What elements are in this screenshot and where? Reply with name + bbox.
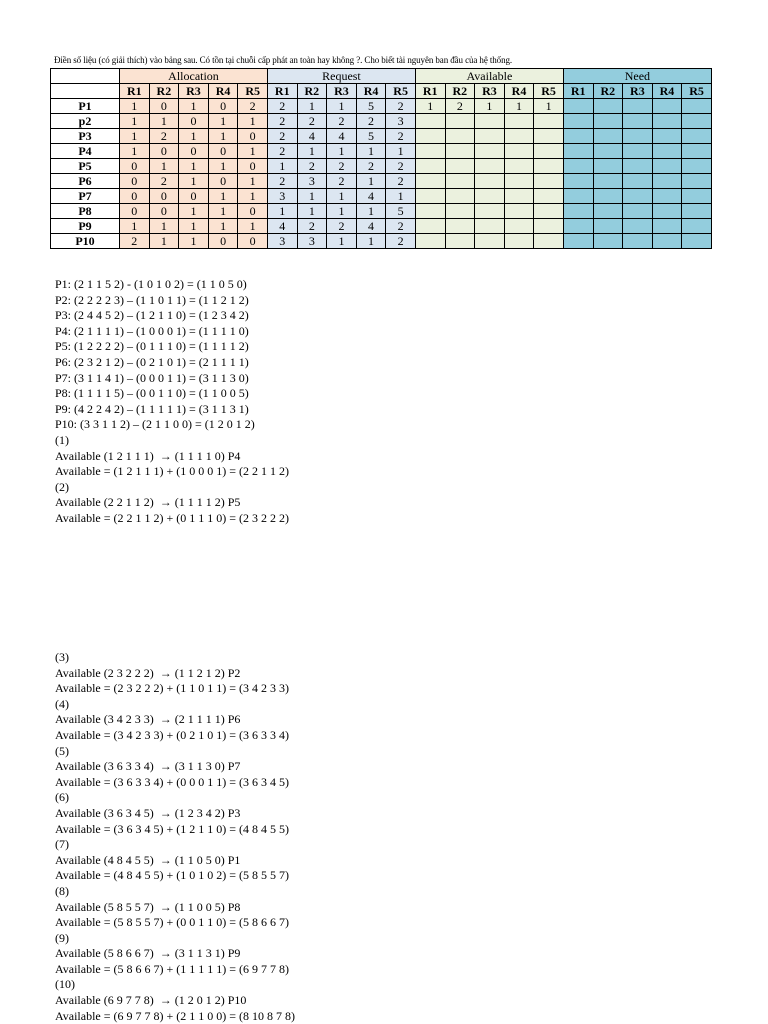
allocation-cell: 1 bbox=[238, 174, 268, 189]
group-header-row bbox=[51, 69, 712, 84]
table-row bbox=[51, 219, 712, 234]
process-cell: P4 bbox=[51, 144, 120, 159]
available-cell bbox=[475, 189, 505, 204]
allocation-cell: 0 bbox=[179, 189, 209, 204]
request-cell: 1 bbox=[327, 234, 357, 249]
available-cell bbox=[475, 144, 505, 159]
allocation-cell: 0 bbox=[238, 204, 268, 219]
allocation-cell: 1 bbox=[208, 129, 238, 144]
available-cell bbox=[504, 114, 534, 129]
available-r3-header: R3 bbox=[475, 84, 505, 99]
request-cell: 5 bbox=[356, 99, 386, 114]
allocation-cell: 0 bbox=[120, 159, 150, 174]
allocation-cell: 1 bbox=[120, 99, 150, 114]
available-cell bbox=[504, 189, 534, 204]
table-row bbox=[51, 144, 712, 159]
available-cell bbox=[475, 204, 505, 219]
need-cell bbox=[593, 219, 623, 234]
available-cell bbox=[504, 174, 534, 189]
allocation-cell: 1 bbox=[208, 204, 238, 219]
request-cell: 1 bbox=[327, 99, 357, 114]
table-row bbox=[51, 129, 712, 144]
available-cell bbox=[475, 174, 505, 189]
table-row bbox=[51, 234, 712, 249]
need-cell bbox=[682, 189, 712, 204]
step-grant-line: Available (1 2 1 1 1) → (1 1 1 1 0) P4 bbox=[55, 448, 241, 463]
request-cell: 2 bbox=[327, 159, 357, 174]
need-cell bbox=[652, 189, 682, 204]
available-cell: 1 bbox=[475, 99, 505, 114]
allocation-cell: 1 bbox=[208, 189, 238, 204]
need-cell bbox=[682, 99, 712, 114]
need-cell bbox=[682, 204, 712, 219]
allocation-cell: 0 bbox=[208, 144, 238, 159]
request-r1-header: R1 bbox=[267, 84, 297, 99]
table-row bbox=[51, 99, 712, 114]
need-cell bbox=[623, 189, 653, 204]
request-cell: 4 bbox=[297, 129, 327, 144]
request-cell: 2 bbox=[386, 234, 416, 249]
request-cell: 2 bbox=[267, 144, 297, 159]
request-cell: 2 bbox=[297, 159, 327, 174]
need-r3-header: R3 bbox=[623, 84, 653, 99]
available-cell bbox=[504, 144, 534, 159]
request-cell: 1 bbox=[267, 159, 297, 174]
safe-sequence-steps-part1 bbox=[55, 433, 289, 527]
allocation-r4-header: R4 bbox=[208, 84, 238, 99]
need-line: P3: (2 4 4 5 2) – (1 2 1 1 0) = (1 2 3 4 2) bbox=[55, 308, 249, 323]
allocation-cell: 0 bbox=[149, 144, 179, 159]
allocation-cell: 1 bbox=[208, 114, 238, 129]
need-line: P5: (1 2 2 2 2) – (0 1 1 1 0) = (1 1 1 1 2) bbox=[55, 339, 249, 354]
available-cell bbox=[445, 189, 475, 204]
available-cell bbox=[504, 129, 534, 144]
request-cell: 1 bbox=[297, 204, 327, 219]
available-cell bbox=[475, 234, 505, 249]
step-number: (2) bbox=[55, 479, 69, 494]
available-cell bbox=[415, 174, 445, 189]
step-available-line: Available = (4 8 4 5 5) + (1 0 1 0 2) = (5 8 5 5 7) bbox=[55, 868, 290, 883]
available-cell bbox=[534, 174, 564, 189]
need-cell bbox=[623, 114, 653, 129]
need-line: P2: (2 2 2 2 3) – (1 1 0 1 1) = (1 1 2 1 2) bbox=[55, 292, 249, 307]
request-cell: 2 bbox=[356, 114, 386, 129]
allocation-cell: 2 bbox=[238, 99, 268, 114]
need-cell bbox=[682, 144, 712, 159]
allocation-cell: 0 bbox=[120, 189, 150, 204]
step-number: (10) bbox=[55, 977, 75, 992]
need-cell bbox=[623, 129, 653, 144]
step-available-line: Available = (5 8 6 6 7) + (1 1 1 1 1) = (6 9 7 7 8) bbox=[55, 961, 290, 976]
request-r4-header: R4 bbox=[356, 84, 386, 99]
available-r2-header: R2 bbox=[445, 84, 475, 99]
process-cell: P7 bbox=[51, 189, 120, 204]
allocation-cell: 0 bbox=[149, 189, 179, 204]
request-cell: 2 bbox=[327, 174, 357, 189]
allocation-cell: 1 bbox=[149, 159, 179, 174]
step-grant-line: Available (3 6 3 3 4) → (3 1 1 3 0) P7 bbox=[55, 759, 241, 774]
request-cell: 2 bbox=[386, 219, 416, 234]
need-cell bbox=[652, 144, 682, 159]
allocation-header: Allocation bbox=[120, 69, 268, 84]
available-cell bbox=[415, 189, 445, 204]
step-grant-line: Available (3 6 3 4 5) → (1 2 3 4 2) P3 bbox=[55, 805, 241, 820]
request-cell: 2 bbox=[327, 114, 357, 129]
need-r1-header: R1 bbox=[563, 84, 593, 99]
allocation-cell: 1 bbox=[120, 219, 150, 234]
request-cell: 2 bbox=[297, 219, 327, 234]
allocation-cell: 1 bbox=[179, 234, 209, 249]
allocation-cell: 2 bbox=[149, 129, 179, 144]
available-cell bbox=[445, 234, 475, 249]
corner-cell bbox=[51, 69, 120, 84]
request-cell: 4 bbox=[327, 129, 357, 144]
request-cell: 1 bbox=[327, 189, 357, 204]
step-available-line: Available = (3 6 3 3 4) + (0 0 0 1 1) = (3 6 3 4 5) bbox=[55, 774, 290, 789]
allocation-cell: 1 bbox=[149, 219, 179, 234]
request-cell: 1 bbox=[297, 99, 327, 114]
available-header: Available bbox=[415, 69, 563, 84]
need-cell bbox=[682, 159, 712, 174]
process-cell: P3 bbox=[51, 129, 120, 144]
step-grant-line: Available (6 9 7 7 8) → (1 2 0 1 2) P10 bbox=[55, 993, 247, 1008]
request-cell: 4 bbox=[356, 189, 386, 204]
need-cell bbox=[563, 219, 593, 234]
allocation-cell: 0 bbox=[208, 99, 238, 114]
need-cell bbox=[593, 99, 623, 114]
instruction-text: Điền số liệu (có giải thích) vào bảng sau. Có tồn tại chuỗi cấp phát an toàn hay không ?. Cho biết tài nguyên ban đầu của hệ thống. bbox=[54, 55, 513, 65]
available-r1-header: R1 bbox=[415, 84, 445, 99]
need-cell bbox=[563, 144, 593, 159]
allocation-cell: 1 bbox=[179, 159, 209, 174]
need-cell bbox=[682, 234, 712, 249]
need-cell bbox=[652, 99, 682, 114]
request-cell: 2 bbox=[267, 99, 297, 114]
request-cell: 2 bbox=[386, 174, 416, 189]
request-cell: 5 bbox=[356, 129, 386, 144]
need-cell bbox=[623, 99, 653, 114]
step-number: (8) bbox=[55, 883, 69, 898]
available-cell bbox=[534, 114, 564, 129]
safe-sequence-steps-part2 bbox=[55, 650, 295, 1024]
available-cell: 1 bbox=[415, 99, 445, 114]
available-cell bbox=[534, 204, 564, 219]
available-cell bbox=[445, 144, 475, 159]
request-cell: 2 bbox=[386, 159, 416, 174]
process-cell: P6 bbox=[51, 174, 120, 189]
request-cell: 4 bbox=[267, 219, 297, 234]
available-r5-header: R5 bbox=[534, 84, 564, 99]
allocation-cell: 0 bbox=[238, 234, 268, 249]
allocation-r3-header: R3 bbox=[179, 84, 209, 99]
need-cell bbox=[623, 234, 653, 249]
need-cell bbox=[623, 204, 653, 219]
need-cell bbox=[563, 159, 593, 174]
allocation-cell: 1 bbox=[179, 219, 209, 234]
allocation-cell: 0 bbox=[238, 159, 268, 174]
allocation-cell: 0 bbox=[179, 144, 209, 159]
need-line: P10: (3 3 1 1 2) – (2 1 1 0 0) = (1 2 0 1 2) bbox=[55, 417, 255, 432]
need-cell bbox=[563, 189, 593, 204]
process-cell: P9 bbox=[51, 219, 120, 234]
need-cell bbox=[652, 204, 682, 219]
available-r4-header: R4 bbox=[504, 84, 534, 99]
available-cell bbox=[445, 174, 475, 189]
step-grant-line: Available (5 8 6 6 7) → (3 1 1 3 1) P9 bbox=[55, 946, 241, 961]
need-line: P6: (2 3 2 1 2) – (0 2 1 0 1) = (2 1 1 1 1) bbox=[55, 354, 249, 369]
allocation-cell: 1 bbox=[208, 219, 238, 234]
step-available-line: Available = (2 3 2 2 2) + (1 1 0 1 1) = (3 4 2 3 3) bbox=[55, 681, 290, 696]
process-cell: P1 bbox=[51, 99, 120, 114]
request-cell: 1 bbox=[386, 189, 416, 204]
available-cell bbox=[445, 114, 475, 129]
available-cell bbox=[415, 204, 445, 219]
need-cell bbox=[623, 144, 653, 159]
allocation-cell: 1 bbox=[120, 129, 150, 144]
need-cell bbox=[563, 114, 593, 129]
need-r2-header: R2 bbox=[593, 84, 623, 99]
step-available-line: Available = (1 2 1 1 1) + (1 0 0 0 1) = (2 2 1 1 2) bbox=[55, 464, 290, 479]
step-grant-line: Available (4 8 4 5 5) → (1 1 0 5 0) P1 bbox=[55, 852, 241, 867]
allocation-r2-header: R2 bbox=[149, 84, 179, 99]
request-cell: 2 bbox=[386, 129, 416, 144]
request-r5-header: R5 bbox=[386, 84, 416, 99]
allocation-cell: 1 bbox=[179, 204, 209, 219]
available-cell bbox=[445, 159, 475, 174]
available-cell bbox=[445, 204, 475, 219]
need-cell bbox=[563, 99, 593, 114]
available-cell bbox=[415, 234, 445, 249]
allocation-cell: 0 bbox=[179, 114, 209, 129]
allocation-cell: 1 bbox=[238, 144, 268, 159]
need-line: P1: (2 1 1 5 2) - (1 0 1 0 2) = (1 1 0 5 0) bbox=[55, 277, 247, 291]
request-cell: 1 bbox=[356, 144, 386, 159]
available-cell bbox=[445, 129, 475, 144]
available-cell bbox=[504, 219, 534, 234]
need-cell bbox=[652, 159, 682, 174]
need-cell bbox=[593, 159, 623, 174]
available-cell bbox=[504, 234, 534, 249]
available-cell bbox=[415, 129, 445, 144]
step-available-line: Available = (2 2 1 1 2) + (0 1 1 1 0) = (2 3 2 2 2) bbox=[55, 510, 290, 525]
need-calculations bbox=[55, 277, 255, 433]
step-grant-line: Available (2 3 2 2 2) → (1 1 2 1 2) P2 bbox=[55, 665, 241, 680]
need-line: P9: (4 2 2 4 2) – (1 1 1 1 1) = (3 1 1 3 1) bbox=[55, 401, 249, 416]
allocation-r5-header: R5 bbox=[238, 84, 268, 99]
step-grant-line: Available (2 2 1 1 2) → (1 1 1 1 2) P5 bbox=[55, 495, 241, 510]
allocation-cell: 2 bbox=[120, 234, 150, 249]
step-number: (3) bbox=[55, 650, 69, 664]
need-cell bbox=[652, 234, 682, 249]
available-cell bbox=[475, 114, 505, 129]
need-cell bbox=[593, 114, 623, 129]
process-cell: P10 bbox=[51, 234, 120, 249]
table-row bbox=[51, 159, 712, 174]
need-cell bbox=[623, 219, 653, 234]
request-cell: 1 bbox=[297, 189, 327, 204]
need-line: P7: (3 1 1 4 1) – (0 0 0 1 1) = (3 1 1 3 0) bbox=[55, 370, 249, 385]
allocation-cell: 0 bbox=[120, 174, 150, 189]
request-cell: 2 bbox=[327, 219, 357, 234]
need-line: P8: (1 1 1 1 5) – (0 0 1 1 0) = (1 1 0 0 5) bbox=[55, 386, 249, 401]
allocation-cell: 0 bbox=[120, 204, 150, 219]
available-cell bbox=[415, 114, 445, 129]
available-cell bbox=[415, 219, 445, 234]
allocation-cell: 0 bbox=[149, 204, 179, 219]
step-number: (9) bbox=[55, 930, 69, 945]
available-cell bbox=[534, 159, 564, 174]
allocation-cell: 1 bbox=[120, 144, 150, 159]
need-cell bbox=[593, 129, 623, 144]
request-cell: 1 bbox=[356, 204, 386, 219]
allocation-cell: 1 bbox=[238, 219, 268, 234]
step-number: (1) bbox=[55, 433, 69, 447]
need-header: Need bbox=[563, 69, 711, 84]
request-r2-header: R2 bbox=[297, 84, 327, 99]
need-cell bbox=[652, 174, 682, 189]
step-number: (6) bbox=[55, 790, 69, 805]
request-cell: 4 bbox=[356, 219, 386, 234]
need-line: P4: (2 1 1 1 1) – (1 0 0 0 1) = (1 1 1 1 0) bbox=[55, 323, 249, 338]
request-cell: 2 bbox=[267, 129, 297, 144]
corner-cell bbox=[51, 84, 120, 99]
step-available-line: Available = (3 4 2 3 3) + (0 2 1 0 1) = (3 6 3 3 4) bbox=[55, 727, 290, 742]
table-row bbox=[51, 189, 712, 204]
available-cell bbox=[475, 159, 505, 174]
need-cell bbox=[563, 234, 593, 249]
available-cell bbox=[445, 219, 475, 234]
request-cell: 3 bbox=[267, 189, 297, 204]
request-cell: 1 bbox=[386, 144, 416, 159]
need-cell bbox=[593, 204, 623, 219]
need-cell bbox=[593, 189, 623, 204]
request-cell: 1 bbox=[267, 204, 297, 219]
need-cell bbox=[623, 159, 653, 174]
request-cell: 1 bbox=[327, 144, 357, 159]
allocation-cell: 1 bbox=[238, 114, 268, 129]
request-cell: 2 bbox=[267, 114, 297, 129]
request-cell: 2 bbox=[267, 174, 297, 189]
request-cell: 3 bbox=[386, 114, 416, 129]
step-number: (5) bbox=[55, 743, 69, 758]
need-cell bbox=[652, 129, 682, 144]
allocation-cell: 0 bbox=[208, 174, 238, 189]
available-cell: 1 bbox=[504, 99, 534, 114]
allocation-cell: 0 bbox=[238, 129, 268, 144]
available-cell bbox=[534, 219, 564, 234]
allocation-cell: 1 bbox=[238, 189, 268, 204]
request-cell: 3 bbox=[267, 234, 297, 249]
need-cell bbox=[593, 234, 623, 249]
allocation-cell: 1 bbox=[179, 99, 209, 114]
available-cell bbox=[534, 144, 564, 159]
allocation-cell: 2 bbox=[149, 174, 179, 189]
step-grant-line: Available (3 4 2 3 3) → (2 1 1 1 1) P6 bbox=[55, 712, 241, 727]
need-cell bbox=[682, 174, 712, 189]
allocation-cell: 1 bbox=[149, 114, 179, 129]
available-cell bbox=[534, 189, 564, 204]
available-cell bbox=[415, 159, 445, 174]
table-row bbox=[51, 114, 712, 129]
request-cell: 3 bbox=[297, 234, 327, 249]
allocation-cell: 1 bbox=[208, 159, 238, 174]
table-row bbox=[51, 174, 712, 189]
need-cell bbox=[682, 219, 712, 234]
need-r4-header: R4 bbox=[652, 84, 682, 99]
request-cell: 1 bbox=[356, 174, 386, 189]
process-cell: P8 bbox=[51, 204, 120, 219]
process-cell: P5 bbox=[51, 159, 120, 174]
request-cell: 3 bbox=[297, 174, 327, 189]
need-r5-header: R5 bbox=[682, 84, 712, 99]
allocation-cell: 1 bbox=[179, 174, 209, 189]
need-cell bbox=[563, 174, 593, 189]
need-cell bbox=[623, 174, 653, 189]
allocation-cell: 1 bbox=[179, 129, 209, 144]
available-cell bbox=[475, 129, 505, 144]
allocation-cell: 0 bbox=[149, 99, 179, 114]
available-cell bbox=[475, 219, 505, 234]
request-cell: 2 bbox=[386, 99, 416, 114]
available-cell bbox=[504, 204, 534, 219]
available-cell: 1 bbox=[534, 99, 564, 114]
request-header: Request bbox=[267, 69, 415, 84]
need-cell bbox=[563, 129, 593, 144]
need-cell bbox=[652, 219, 682, 234]
need-cell bbox=[593, 144, 623, 159]
step-available-line: Available = (6 9 7 7 8) + (2 1 1 0 0) = (8 10 8 7 8) bbox=[55, 1008, 296, 1023]
process-cell: p2 bbox=[51, 114, 120, 129]
allocation-r1-header: R1 bbox=[120, 84, 150, 99]
allocation-cell: 1 bbox=[120, 114, 150, 129]
available-cell bbox=[534, 234, 564, 249]
request-cell: 2 bbox=[356, 159, 386, 174]
request-cell: 1 bbox=[297, 144, 327, 159]
step-number: (7) bbox=[55, 837, 69, 852]
need-cell bbox=[652, 114, 682, 129]
step-number: (4) bbox=[55, 696, 69, 711]
step-available-line: Available = (3 6 3 4 5) + (1 2 1 1 0) = (4 8 4 5 5) bbox=[55, 821, 290, 836]
request-cell: 1 bbox=[356, 234, 386, 249]
resource-header-row bbox=[51, 84, 712, 99]
step-available-line: Available = (5 8 5 5 7) + (0 0 1 1 0) = (5 8 6 6 7) bbox=[55, 915, 290, 930]
available-cell: 2 bbox=[445, 99, 475, 114]
allocation-cell: 0 bbox=[208, 234, 238, 249]
table-row bbox=[51, 204, 712, 219]
request-cell: 1 bbox=[327, 204, 357, 219]
need-cell bbox=[593, 174, 623, 189]
available-cell bbox=[534, 129, 564, 144]
bankers-table bbox=[50, 68, 712, 249]
available-cell bbox=[415, 144, 445, 159]
allocation-cell: 1 bbox=[149, 234, 179, 249]
request-r3-header: R3 bbox=[327, 84, 357, 99]
step-grant-line: Available (5 8 5 5 7) → (1 1 0 0 5) P8 bbox=[55, 899, 241, 914]
available-cell bbox=[504, 159, 534, 174]
need-cell bbox=[563, 204, 593, 219]
need-cell bbox=[682, 129, 712, 144]
request-cell: 5 bbox=[386, 204, 416, 219]
need-cell bbox=[682, 114, 712, 129]
request-cell: 2 bbox=[297, 114, 327, 129]
